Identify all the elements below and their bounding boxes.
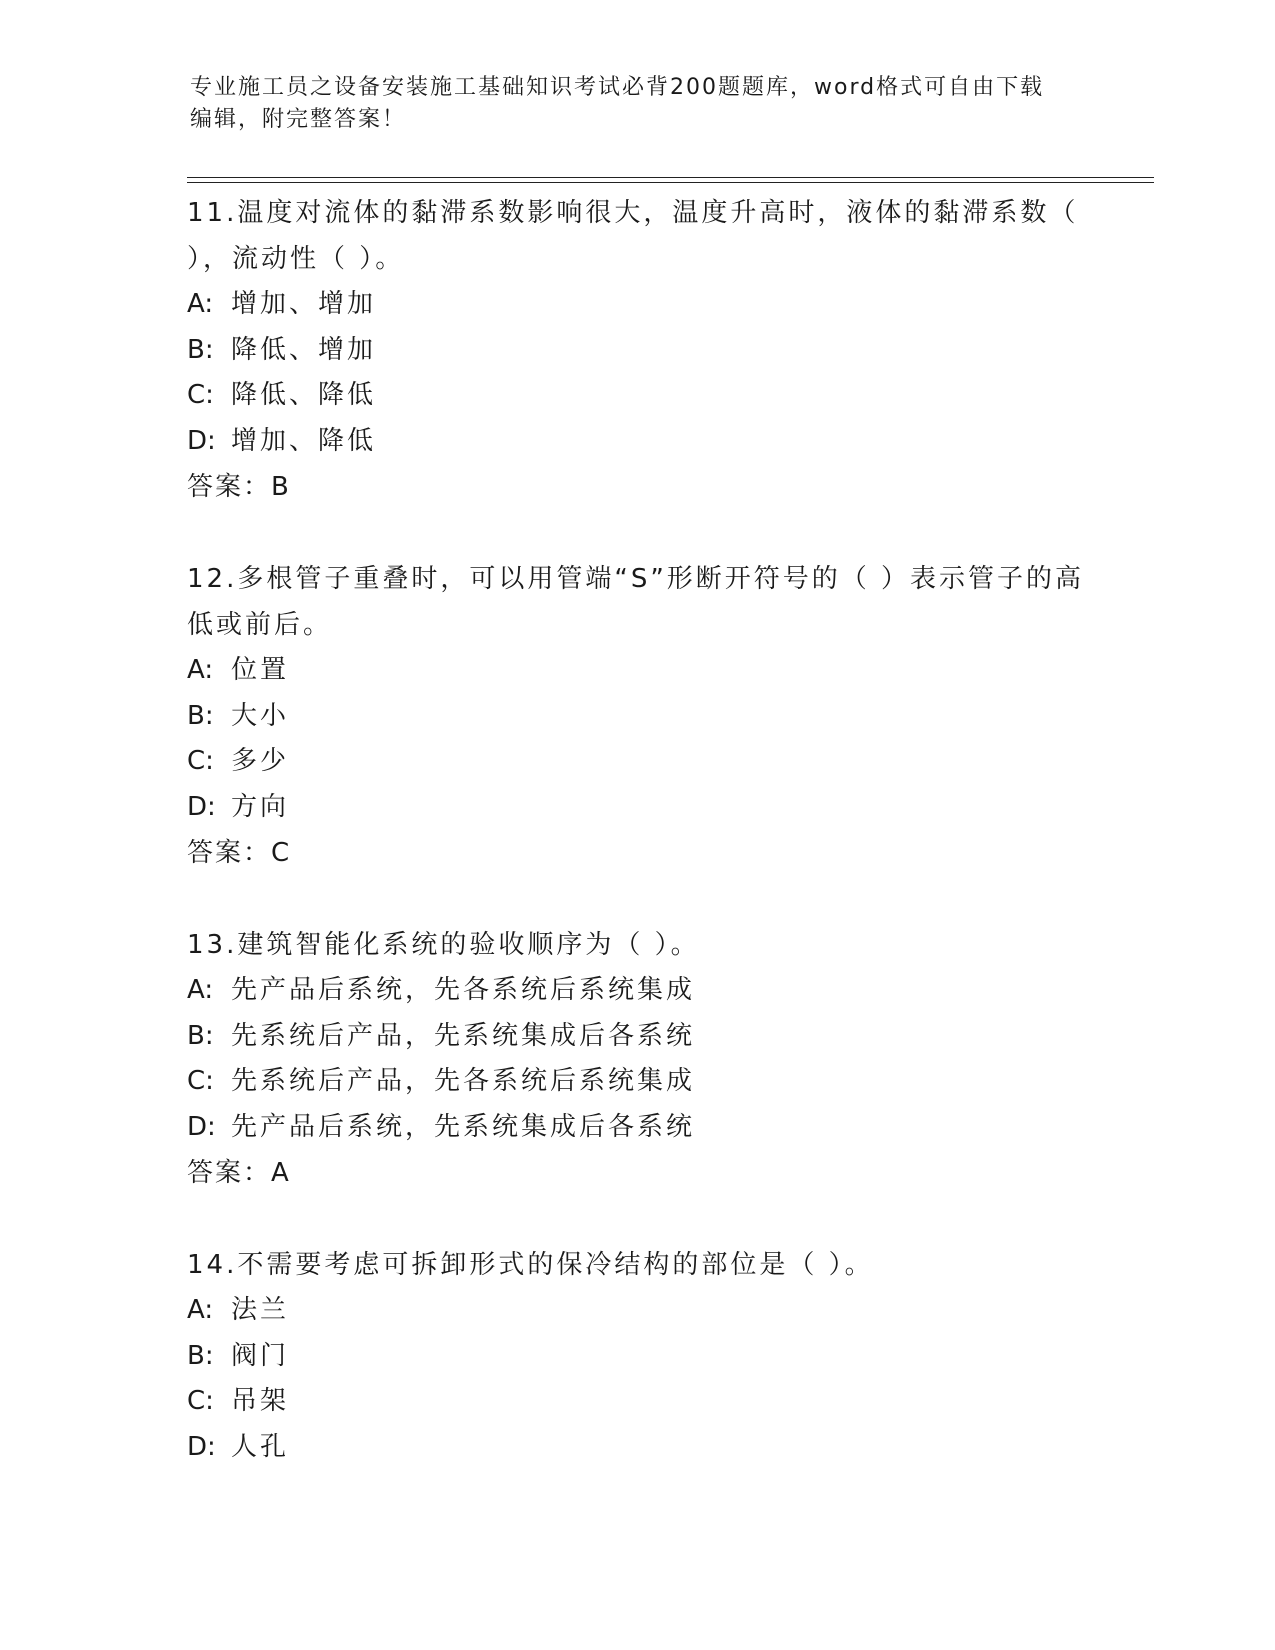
option-letter: D: <box>187 1111 216 1142</box>
option-c <box>187 1059 1087 1105</box>
option-text: 多少 <box>231 746 290 776</box>
option-text: 人孔 <box>231 1431 290 1462</box>
question-stem: 13.建筑智能化系统的验收顺序为（ ）。 <box>187 930 700 960</box>
option-a <box>187 968 1087 1014</box>
option-b <box>187 328 1087 374</box>
option-text: 先系统后产品，先系统集成后各系统 <box>231 1020 696 1051</box>
option-text: 方向 <box>231 791 290 822</box>
question-stem: 11.温度对流体的黏滞系数影响很大，温度升高时，液体的黏滞系数（ ），流动性（ ）。 <box>187 198 1079 274</box>
option-c <box>187 739 1087 785</box>
option-letter: A: <box>187 655 214 685</box>
option-text: 先产品后系统，先系统集成后各系统 <box>231 1111 696 1142</box>
option-b <box>187 1014 1087 1060</box>
option-c <box>187 1379 1087 1425</box>
question-stem: 14.不需要考虑可拆卸形式的保冷结构的部位是（ ）。 <box>187 1250 874 1280</box>
option-letter: B: <box>187 700 214 731</box>
question-13 <box>187 922 1087 1196</box>
option-letter: B: <box>187 334 214 365</box>
option-c <box>187 373 1087 419</box>
option-letter: B: <box>187 1020 214 1051</box>
option-text: 先系统后产品，先各系统后系统集成 <box>231 1066 696 1096</box>
option-d <box>187 785 1087 831</box>
option-b <box>187 694 1087 740</box>
document-header <box>190 72 1090 136</box>
question-11 <box>187 190 1087 510</box>
option-letter: B: <box>187 1340 214 1371</box>
option-letter: C: <box>187 1386 214 1416</box>
answer-line: 答案：A <box>187 1158 291 1188</box>
answer-line: 答案：C <box>187 838 292 868</box>
option-text: 位置 <box>231 655 290 685</box>
option-text: 吊架 <box>231 1386 290 1416</box>
option-letter: C: <box>187 746 214 776</box>
option-text: 增加、降低 <box>231 425 377 456</box>
question-14 <box>187 1242 1087 1470</box>
question-list <box>187 190 1087 1516</box>
option-text: 大小 <box>231 700 290 731</box>
option-text: 降低、降低 <box>231 380 377 410</box>
option-d <box>187 1425 1087 1471</box>
option-letter: A: <box>187 1295 214 1325</box>
option-text: 法兰 <box>231 1295 290 1325</box>
option-d <box>187 419 1087 465</box>
header-line-2: 编辑，附完整答案！ <box>190 107 407 132</box>
header-divider-top <box>187 177 1154 178</box>
option-text: 降低、增加 <box>231 334 377 365</box>
answer-line: 答案：B <box>187 472 291 502</box>
option-letter: A: <box>187 975 214 1005</box>
option-letter: C: <box>187 1066 214 1096</box>
option-letter: D: <box>187 791 216 822</box>
option-b <box>187 1334 1087 1380</box>
question-stem: 12.多根管子重叠时，可以用管端“S”形断开符号的（ ）表示管子的高低或前后。 <box>187 564 1085 640</box>
option-letter: D: <box>187 1431 216 1462</box>
option-a <box>187 1288 1087 1334</box>
option-a <box>187 282 1087 328</box>
option-d <box>187 1105 1087 1151</box>
option-a <box>187 648 1087 694</box>
question-12 <box>187 556 1087 876</box>
option-text: 先产品后系统，先各系统后系统集成 <box>231 975 696 1005</box>
header-divider-bottom <box>187 182 1154 183</box>
option-letter: C: <box>187 380 214 410</box>
option-text: 阀门 <box>231 1340 290 1371</box>
option-letter: A: <box>187 289 214 319</box>
option-letter: D: <box>187 425 216 456</box>
option-text: 增加、增加 <box>231 289 377 319</box>
header-line-1: 专业施工员之设备安装施工基础知识考试必背200题题库，word格式可自由下载 <box>190 75 1045 100</box>
